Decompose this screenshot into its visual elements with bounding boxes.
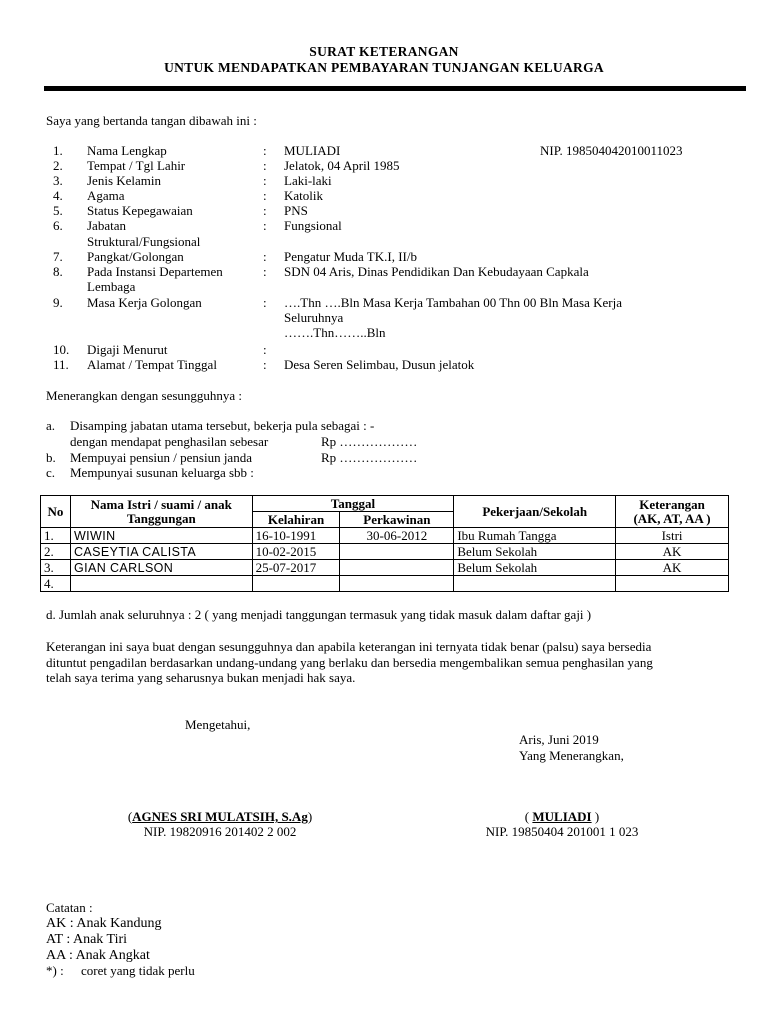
item-c-mark: c. bbox=[46, 465, 56, 480]
cell-note: AK bbox=[616, 560, 729, 576]
field-number: 6. bbox=[53, 218, 63, 233]
field-value-masa-kerja: ….Thn ….Bln Masa Kerja Tambahan 00 Thn 00 Bln Masa Kerja bbox=[284, 295, 622, 310]
header-keterangan bbox=[616, 496, 729, 528]
item-a-mark: a. bbox=[46, 418, 56, 433]
cell-birth-date: 25-07-2017 bbox=[252, 560, 340, 576]
field-number: 9. bbox=[53, 295, 63, 310]
item-d-text: d. Jumlah anak seluruhnya : 2 ( yang menjadi tanggungan termasuk yang tidak masuk dalam daftar gaji ) bbox=[46, 607, 592, 622]
statement-text: Menerangkan dengan sesungguhnya : bbox=[46, 388, 243, 403]
cell-note bbox=[616, 576, 729, 592]
table-header-row bbox=[41, 496, 729, 512]
cell-marriage-date bbox=[340, 560, 454, 576]
note-line-ak: AK : Anak Kandung bbox=[46, 916, 162, 931]
field-label-status: Status Kepegawaian bbox=[87, 203, 193, 218]
item-a-income-label: dengan mendapat penghasilan sebesar bbox=[70, 434, 269, 449]
field-label-digaji: Digaji Menurut bbox=[87, 342, 168, 357]
field-label-instansi: Pada Instansi Departemen bbox=[87, 264, 223, 279]
cell-note: Istri bbox=[616, 528, 729, 544]
field-colon: : bbox=[263, 357, 267, 372]
field-label-ttl: Tempat / Tgl Lahir bbox=[87, 158, 186, 173]
cell-name: CASEYTIA CALISTA bbox=[70, 544, 252, 560]
field-value-instansi: SDN 04 Aris, Dinas Pendidikan Dan Kebudayaan Capkala bbox=[284, 264, 589, 279]
document-title: SURAT KETERANGAN bbox=[309, 44, 459, 59]
notes-title: Catatan : bbox=[46, 900, 93, 915]
field-number: 4. bbox=[53, 188, 63, 203]
table-row bbox=[41, 528, 729, 544]
table-row bbox=[41, 576, 729, 592]
item-b-value: Rp ……………… bbox=[321, 450, 418, 465]
field-value-pangkat: Pengatur Muda TK.I, II/b bbox=[284, 249, 417, 264]
header-tanggal: Tanggal bbox=[252, 496, 454, 512]
field-label-instansi-line2: Lembaga bbox=[87, 279, 136, 294]
field-colon: : bbox=[263, 143, 267, 158]
field-value-masa-kerja-line3: …….Thn……..Bln bbox=[284, 325, 386, 340]
document-subtitle: UNTUK MENDAPATKAN PEMBAYARAN TUNJANGAN KELUARGA bbox=[164, 60, 604, 75]
cell-name: WIWIN bbox=[70, 528, 252, 544]
cell-marriage-date bbox=[340, 544, 454, 560]
table-row bbox=[41, 544, 729, 560]
field-colon: : bbox=[263, 264, 267, 279]
intro-text: Saya yang bertanda tangan dibawah ini : bbox=[46, 113, 257, 128]
table-row bbox=[41, 560, 729, 576]
cell-no: 1. bbox=[41, 528, 71, 544]
item-a-income-value: Rp ……………… bbox=[321, 434, 418, 449]
field-colon: : bbox=[263, 173, 267, 188]
field-label-alamat: Alamat / Tempat Tinggal bbox=[87, 357, 217, 372]
field-label-jenis-kelamin: Jenis Kelamin bbox=[87, 173, 162, 188]
header-ket-line1: Keterangan bbox=[639, 496, 705, 512]
cell-no: 3. bbox=[41, 560, 71, 576]
field-colon: : bbox=[263, 203, 267, 218]
field-colon: : bbox=[263, 342, 267, 357]
closing-line-1: Keterangan ini saya buat dengan sesungguhnya dan apabila keterangan ini ternyata tidak benar (palsu) saya bersedia bbox=[46, 639, 652, 654]
field-number: 3. bbox=[53, 173, 63, 188]
header-pekerjaan: Pekerjaan/Sekolah bbox=[454, 496, 616, 528]
field-colon: : bbox=[263, 295, 267, 310]
cell-occupation: Belum Sekolah bbox=[454, 560, 616, 576]
right-signatory-name-text: MULIADI bbox=[532, 809, 592, 824]
field-number: 10. bbox=[53, 342, 70, 357]
field-colon: : bbox=[263, 188, 267, 203]
field-value-nama: MULIADI bbox=[284, 143, 341, 158]
cell-occupation: Ibu Rumah Tangga bbox=[454, 528, 616, 544]
cell-occupation bbox=[454, 576, 616, 592]
item-a-text: Disamping jabatan utama tersebut, bekerja pula sebagai : - bbox=[70, 418, 375, 433]
left-signatory-name: (AGNES SRI MULATSIH, S.Ag) bbox=[127, 809, 313, 824]
field-value-ttl: Jelatok, 04 April 1985 bbox=[284, 158, 400, 173]
field-number: 2. bbox=[53, 158, 63, 173]
header-name bbox=[70, 496, 252, 528]
field-number: 1. bbox=[53, 143, 63, 158]
field-label-jabatan-line2: Struktural/Fungsional bbox=[87, 234, 201, 249]
cell-name: GIAN CARLSON bbox=[70, 560, 252, 576]
right-signatory-nip: NIP. 19850404 201001 1 023 bbox=[485, 824, 639, 839]
field-colon: : bbox=[263, 158, 267, 173]
field-value-status: PNS bbox=[284, 203, 308, 218]
closing-line-3: telah saya terima yang seharusnya bukan menjadi hak saya. bbox=[46, 670, 356, 685]
item-c-text: Mempunyai susunan keluarga sbb : bbox=[70, 465, 254, 480]
left-signatory-name-text: AGNES SRI MULATSIH, S.Ag bbox=[132, 809, 308, 824]
header-perkawinan: Perkawinan bbox=[340, 512, 454, 528]
item-b-mark: b. bbox=[46, 450, 56, 465]
note-line-aa: AA : Anak Angkat bbox=[46, 948, 150, 963]
field-colon: : bbox=[263, 249, 267, 264]
cell-marriage-date bbox=[340, 576, 454, 592]
field-value-jabatan: Fungsional bbox=[284, 218, 342, 233]
field-value-jenis-kelamin: Laki-laki bbox=[284, 173, 332, 188]
field-nip: NIP. 198504042010011023 bbox=[540, 143, 683, 158]
header-rule bbox=[44, 86, 746, 91]
field-value-alamat: Desa Seren Selimbau, Dusun jelatok bbox=[284, 357, 475, 372]
right-signature-caption: Yang Menerangkan, bbox=[519, 748, 624, 763]
field-number: 8. bbox=[53, 264, 63, 279]
item-b-text: Mempuyai pensiun / pensiun janda bbox=[70, 450, 252, 465]
field-number: 5. bbox=[53, 203, 63, 218]
cell-occupation: Belum Sekolah bbox=[454, 544, 616, 560]
closing-line-2: dituntut pengadilan berdasarkan undang-undang yang berlaku dan bersedia mengembalikan semua penghasilan yang bbox=[46, 655, 653, 670]
header-ket-line2: (AK, AT, AA ) bbox=[633, 510, 711, 526]
header-name-line2: Tanggungan bbox=[126, 510, 196, 526]
cell-birth-date: 10-02-2015 bbox=[252, 544, 340, 560]
family-table bbox=[40, 495, 729, 592]
right-signatory-name: ( MULIADI ) bbox=[524, 809, 600, 824]
cell-name bbox=[70, 576, 252, 592]
header-name-line1: Nama Istri / suami / anak bbox=[90, 496, 232, 512]
cell-no: 4. bbox=[41, 576, 71, 592]
footnote-text: coret yang tidak perlu bbox=[81, 963, 195, 978]
field-number: 11. bbox=[53, 357, 69, 372]
field-colon: : bbox=[263, 218, 267, 233]
field-label-agama: Agama bbox=[87, 188, 125, 203]
left-signature-caption: Mengetahui, bbox=[185, 717, 251, 732]
note-line-at: AT : Anak Tiri bbox=[46, 932, 128, 947]
left-signatory-nip: NIP. 19820916 201402 2 002 bbox=[143, 824, 297, 839]
field-label-masa-kerja: Masa Kerja Golongan bbox=[87, 295, 202, 310]
field-label-nama: Nama Lengkap bbox=[87, 143, 167, 158]
cell-birth-date bbox=[252, 576, 340, 592]
footnote-mark: *) : bbox=[46, 963, 64, 978]
cell-no: 2. bbox=[41, 544, 71, 560]
header-no: No bbox=[41, 496, 71, 528]
field-value-masa-kerja-line2: Seluruhnya bbox=[284, 310, 344, 325]
field-number: 7. bbox=[53, 249, 63, 264]
cell-note: AK bbox=[616, 544, 729, 560]
cell-marriage-date: 30-06-2012 bbox=[340, 528, 454, 544]
field-value-agama: Katolik bbox=[284, 188, 323, 203]
field-label-jabatan: Jabatan bbox=[87, 218, 126, 233]
cell-birth-date: 16-10-1991 bbox=[252, 528, 340, 544]
field-label-pangkat: Pangkat/Golongan bbox=[87, 249, 184, 264]
place-date: Aris, Juni 2019 bbox=[519, 732, 599, 747]
header-kelahiran: Kelahiran bbox=[252, 512, 340, 528]
